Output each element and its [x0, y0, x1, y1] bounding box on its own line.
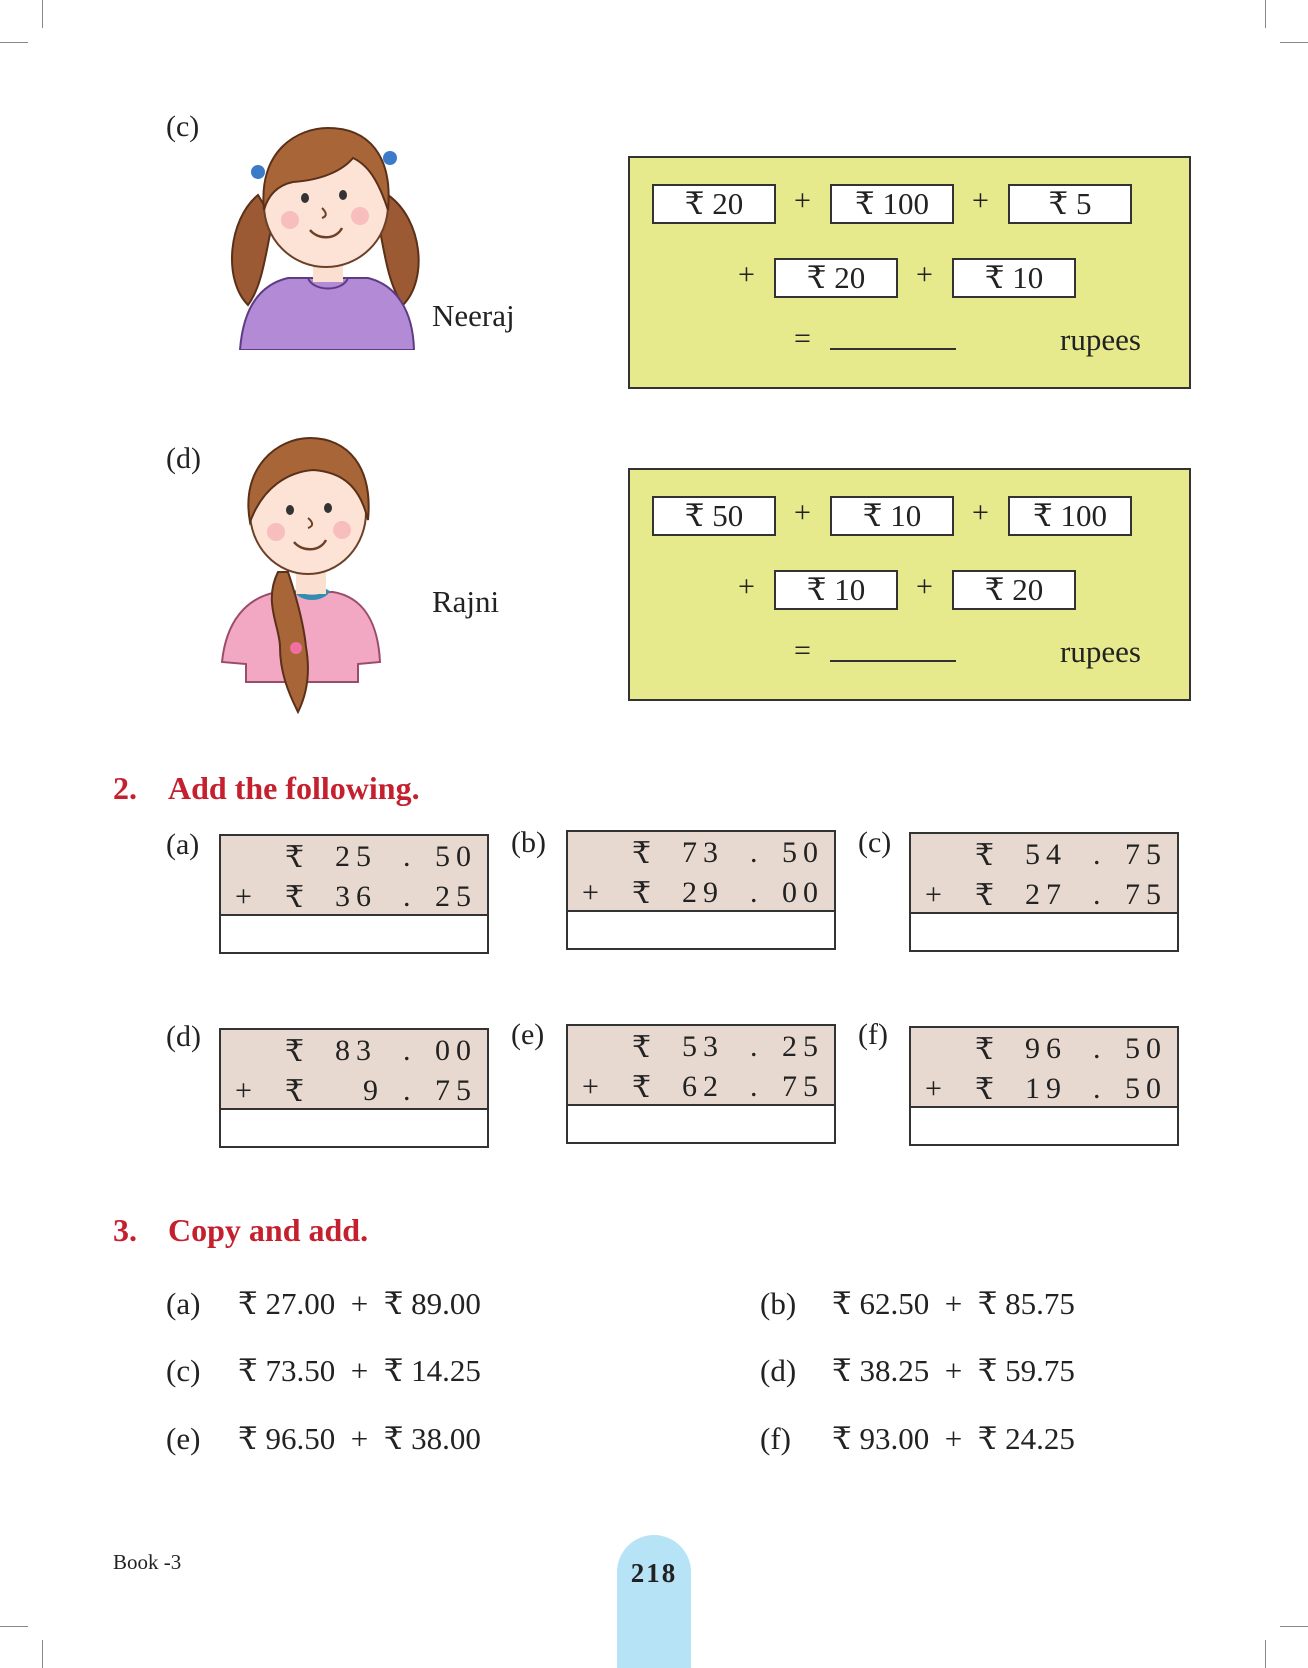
rupee-symbol: ₹: [632, 1031, 658, 1064]
item-label-c: (c): [166, 110, 200, 143]
plus-sign: +: [972, 184, 989, 217]
expression: ₹ 93.00 + ₹ 24.25: [832, 1421, 1075, 1456]
rupee-symbol: ₹: [285, 881, 311, 914]
addition-box-e: [566, 1024, 836, 1144]
sum-line: [568, 910, 834, 912]
rupee-symbol: ₹: [632, 877, 658, 910]
equals-sign: =: [794, 634, 811, 667]
item-label: (b): [511, 826, 546, 859]
answer-cell[interactable]: [219, 914, 489, 954]
paise-value: 25: [782, 1030, 824, 1063]
note-chip: ₹ 10: [830, 496, 954, 536]
crop-mark: [42, 1640, 43, 1668]
page-number-tab: [617, 1535, 691, 1668]
crop-mark: [1280, 1626, 1308, 1627]
rupee-symbol: ₹: [285, 841, 311, 874]
rupee-symbol: ₹: [975, 839, 1001, 872]
rupees-value: 54: [1025, 838, 1067, 871]
sum-line: [221, 1108, 487, 1110]
decimal-point: .: [750, 836, 764, 869]
plus-sign: +: [794, 496, 811, 529]
question-number: 3.: [113, 1212, 137, 1248]
rupees-value: 19: [1025, 1072, 1067, 1105]
rupees-value: 27: [1025, 878, 1067, 911]
expression: ₹ 62.50 + ₹ 85.75: [832, 1286, 1075, 1321]
plus-sign: +: [916, 570, 933, 603]
note-chip: ₹ 10: [952, 258, 1076, 298]
addition-box-b: [566, 830, 836, 950]
addition-box-f: [909, 1026, 1179, 1146]
decimal-point: .: [1093, 1072, 1107, 1105]
copy-add-item-e: [166, 1421, 481, 1457]
paise-value: 50: [782, 836, 824, 869]
crop-mark: [1265, 1640, 1266, 1668]
rupee-symbol: ₹: [975, 1033, 1001, 1066]
item-label: (f): [760, 1421, 791, 1456]
paise-value: 00: [782, 876, 824, 909]
rupees-value: 73: [682, 836, 724, 869]
sum-line: [911, 1106, 1177, 1108]
decimal-point: .: [750, 876, 764, 909]
item-label: (c): [858, 826, 892, 859]
copy-add-item-f: [760, 1421, 1075, 1457]
child-name: Rajni: [432, 584, 500, 619]
answer-cell[interactable]: [566, 1104, 836, 1144]
item-label: (b): [760, 1286, 797, 1321]
answer-cell[interactable]: [909, 1106, 1179, 1146]
page-number: 218: [630, 1558, 678, 1588]
plus-sign: +: [794, 184, 811, 217]
question-number: 2.: [113, 770, 137, 806]
decimal-point: .: [1093, 838, 1107, 871]
rupee-symbol: ₹: [285, 1035, 311, 1068]
crop-mark: [0, 42, 28, 43]
crop-mark: [42, 0, 43, 28]
paise-value: 50: [1125, 1032, 1167, 1065]
copy-add-item-a: [166, 1286, 481, 1322]
plus-sign: +: [925, 878, 948, 911]
note-chip: ₹ 20: [652, 184, 776, 224]
note-chip: ₹ 20: [952, 570, 1076, 610]
plus-sign: +: [235, 1074, 258, 1107]
unit-label: rupees: [1060, 634, 1141, 669]
item-label: (d): [760, 1353, 797, 1388]
paise-value: 50: [1125, 1072, 1167, 1105]
rupee-symbol: ₹: [975, 879, 1001, 912]
rupees-value: 29: [682, 876, 724, 909]
equals-sign: =: [794, 322, 811, 355]
plus-sign: +: [738, 570, 755, 603]
decimal-point: .: [403, 840, 417, 873]
plus-sign: +: [972, 496, 989, 529]
plus-sign: +: [738, 258, 755, 291]
rajni-illustration: [218, 432, 386, 714]
item-label: (e): [166, 1421, 201, 1456]
money-sum-box-d: [628, 468, 1191, 701]
copy-add-item-d: [760, 1353, 1075, 1389]
paise-value: 75: [435, 1074, 477, 1107]
expression: ₹ 73.50 + ₹ 14.25: [238, 1353, 481, 1388]
unit-label: rupees: [1060, 322, 1141, 357]
rupees-value: 62: [682, 1070, 724, 1103]
item-label: (d): [166, 1020, 201, 1053]
answer-cell[interactable]: [566, 910, 836, 950]
rupee-symbol: ₹: [975, 1073, 1001, 1106]
decimal-point: .: [403, 1074, 417, 1107]
expression: ₹ 96.50 + ₹ 38.00: [238, 1421, 481, 1456]
rupees-value: 53: [682, 1030, 724, 1063]
decimal-point: .: [403, 880, 417, 913]
copy-add-item-b: [760, 1286, 1075, 1322]
sum-line: [221, 914, 487, 916]
item-label: (f): [858, 1018, 888, 1051]
paise-value: 75: [1125, 878, 1167, 911]
note-chip: ₹ 10: [774, 570, 898, 610]
copy-add-item-c: [166, 1353, 481, 1389]
answer-blank[interactable]: [830, 348, 956, 350]
money-sum-box-c: [628, 156, 1191, 389]
note-chip: ₹ 100: [830, 184, 954, 224]
answer-blank[interactable]: [830, 660, 956, 662]
expression: ₹ 38.25 + ₹ 59.75: [832, 1353, 1075, 1388]
decimal-point: .: [1093, 878, 1107, 911]
rupees-value: 96: [1025, 1032, 1067, 1065]
question-title: Copy and add.: [168, 1212, 369, 1248]
rupee-symbol: ₹: [632, 1071, 658, 1104]
note-chip: ₹ 100: [1008, 496, 1132, 536]
crop-mark: [1280, 42, 1308, 43]
addition-box-c: [909, 832, 1179, 952]
book-label: Book -3: [113, 1550, 182, 1574]
rupee-symbol: ₹: [632, 837, 658, 870]
sum-line: [911, 912, 1177, 914]
item-label: (c): [166, 1353, 201, 1388]
answer-cell[interactable]: [909, 912, 1179, 952]
plus-sign: +: [582, 1070, 605, 1103]
plus-sign: +: [582, 876, 605, 909]
note-chip: ₹ 5: [1008, 184, 1132, 224]
sum-line: [568, 1104, 834, 1106]
decimal-point: .: [403, 1034, 417, 1067]
note-chip: ₹ 50: [652, 496, 776, 536]
paise-value: 50: [435, 840, 477, 873]
paise-value: 75: [1125, 838, 1167, 871]
rupees-value: 36: [335, 880, 377, 913]
note-chip: ₹ 20: [774, 258, 898, 298]
paise-value: 25: [435, 880, 477, 913]
decimal-point: .: [750, 1030, 764, 1063]
rupees-value: 83: [335, 1034, 377, 1067]
item-label-d: (d): [166, 442, 201, 475]
question-title: Add the following.: [168, 770, 420, 806]
item-label: (e): [511, 1018, 545, 1051]
expression: ₹ 27.00 + ₹ 89.00: [238, 1286, 481, 1321]
neeraj-illustration: [218, 110, 434, 350]
decimal-point: .: [1093, 1032, 1107, 1065]
crop-mark: [1265, 0, 1266, 28]
item-label: (a): [166, 828, 200, 861]
paise-value: 75: [782, 1070, 824, 1103]
plus-sign: +: [925, 1072, 948, 1105]
addition-box-d: [219, 1028, 489, 1148]
addition-box-a: [219, 834, 489, 954]
answer-cell[interactable]: [219, 1108, 489, 1148]
item-label: (a): [166, 1286, 201, 1321]
crop-mark: [0, 1626, 28, 1627]
paise-value: 00: [435, 1034, 477, 1067]
rupee-symbol: ₹: [285, 1075, 311, 1108]
plus-sign: +: [916, 258, 933, 291]
child-name: Neeraj: [432, 298, 515, 333]
rupees-value: 25: [335, 840, 377, 873]
plus-sign: +: [235, 880, 258, 913]
rupees-value: 9: [363, 1074, 384, 1107]
decimal-point: .: [750, 1070, 764, 1103]
